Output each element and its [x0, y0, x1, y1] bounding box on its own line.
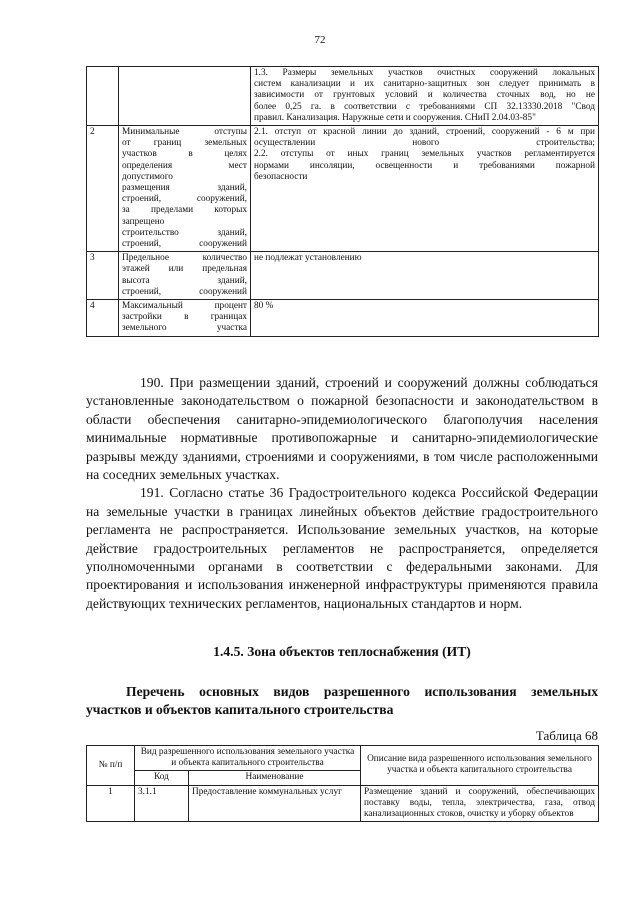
body-text: [86, 374, 598, 613]
params-row-number: 4: [87, 300, 119, 337]
params-name-line: размещения зданий,: [122, 183, 247, 194]
params-name-line: участков в целях: [122, 149, 247, 160]
params-name-line: Предельное количество: [122, 253, 247, 264]
params-row-value: [251, 252, 599, 300]
paragraph-190: 190. При размещении зданий, строений и сооружений должны соблюдаться установленные законодательством о пожарной безопасности и законодательством в области обеспечения санитарно-эпидемиологического благополучия населения минимальные нормативные противопожарные и санитарно-эпидемиологические разрывы между зданиями, строениями и сооружениями, в том числе расположенными на соседних земельных участках.: [86, 375, 598, 483]
params-row-number: 3: [87, 252, 119, 300]
params-value-line: систем канализации и их санитарно-защитных зон следует принимать в: [254, 79, 595, 90]
params-name-line: высота зданий,: [122, 275, 247, 286]
params-row-value: [251, 126, 599, 252]
params-row-value: [251, 300, 599, 337]
params-value-line: 2.1. отступ от красной линии до зданий, строений, сооружений - 6 м при: [254, 127, 595, 138]
uses-row-code: 3.1.1: [135, 785, 189, 822]
uses-header-row: [87, 746, 599, 771]
header-num: № п/п: [87, 746, 135, 786]
uses-row-name: Предоставление коммунальных услуг: [189, 785, 361, 822]
params-value-line: безопасности: [254, 171, 308, 182]
params-row-value: [251, 67, 599, 126]
params-name-line: строений, сооружений,: [122, 194, 247, 205]
params-row: [87, 67, 599, 126]
paragraph-191: 191. Согласно статье 36 Градостроительного кодекса Российской Федерации на земельные участки в границах линейных объектов действие градостроительного регламента не распространяется. Использование земельных участков, на которые действие градостроительных регламентов не распространяется, определяется уполномоченными органами в соответствии с федеральными законами. Для проектирования и использования инженерной инфраструктуры применяются правила действующих технических регламентов, национальных стандартов и норм.: [86, 485, 598, 611]
params-row-name: [119, 300, 251, 337]
header-desc: Описание вида разрешенного использования земельного участка и объекта капитального строительства: [361, 746, 599, 786]
params-name-line: запрещено: [122, 216, 165, 227]
header-name: Наименование: [189, 771, 361, 785]
params-value-line: более 0,25 га. в соответствии с требованиями СП 32.13330.2018 "Свод: [254, 101, 595, 112]
params-name-line: строительство зданий,: [122, 227, 247, 238]
params-name-line: от границ земельных: [122, 138, 247, 149]
uses-row: [87, 785, 599, 822]
params-name-line: строений, сооружений: [122, 286, 247, 297]
page-number: 72: [314, 34, 326, 46]
section-title: 1.4.5. Зона объектов теплоснабжения (ИТ): [213, 644, 471, 659]
uses-row-number: 1: [87, 785, 135, 822]
params-name-line: определения мест: [122, 160, 247, 171]
params-value-line: осуществлении нового строительства;: [254, 138, 595, 149]
params-value-line: 1.3. Размеры земельных участков очистных сооружений локальных: [254, 68, 595, 78]
params-value-line: 2.2. отступы от иных границ земельных участков регламентируется: [254, 149, 595, 160]
params-name-line: Минимальные отступы: [122, 127, 247, 138]
params-value-line: не подлежат установлению: [254, 253, 362, 264]
params-name-line: этажей или предельная: [122, 264, 247, 275]
params-row: [87, 300, 599, 337]
params-row-name: [119, 126, 251, 252]
params-row-number: [87, 67, 119, 126]
table-caption: Таблица 68: [535, 728, 598, 743]
uses-table: [86, 745, 599, 822]
params-row-name: [119, 67, 251, 126]
params-row-number: 2: [87, 126, 119, 252]
header-code: Код: [135, 771, 189, 785]
params-value-line: 80 %: [254, 301, 274, 312]
params-name-line: земельного участка: [122, 323, 247, 334]
list-title: Перечень основных видов разрешенного использования земельных участков и объектов капитального строительства: [86, 684, 598, 718]
params-name-line: строений, сооружений: [122, 239, 247, 250]
params-value-line: зависимости от грунтовых условий и количества сточных вод, но не: [254, 90, 595, 101]
params-name-line: за пределами которых: [122, 205, 247, 216]
params-row-name: [119, 252, 251, 300]
uses-row-desc: Размещение зданий и сооружений, обеспечивающих поставку воды, тепла, электричества, газа, отвод канализационных стоков, очистку и уборку объектов: [361, 785, 599, 822]
params-value-line: нормами инсоляции, освещенности и требованиями пожарной: [254, 160, 595, 171]
params-name-line: допустимого: [122, 171, 173, 182]
params-row: [87, 126, 599, 252]
parameters-table: [86, 66, 599, 337]
header-group: Вид разрешенного использования земельного участка и объекта капитального строительства: [135, 746, 361, 771]
params-row: [87, 252, 599, 300]
params-name-line: застройки в границах: [122, 312, 247, 323]
params-name-line: Максимальный процент: [122, 301, 247, 312]
params-value-line: правил. Канализация. Наружные сети и сооружения. СНиП 2.04.03-85": [254, 112, 536, 123]
